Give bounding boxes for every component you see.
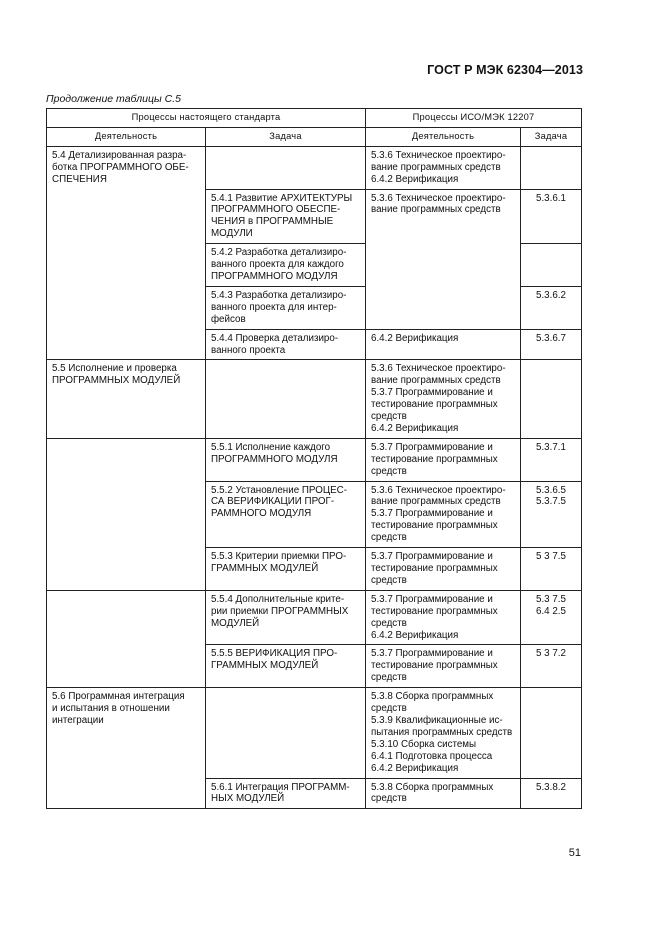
cell-text-line: 5 3 7.2 (536, 648, 566, 660)
cell-text-line: ПРОГРАММНОГО МОДУЛЯ (211, 453, 338, 465)
iso-activity-cell (366, 189, 521, 329)
cell-text-line: средств (371, 617, 407, 629)
iso-task-cell (521, 590, 582, 645)
page-number: 51 (568, 847, 581, 859)
cell-text-line: 5.6.1 Интеграция ПРОГРАММ- (211, 781, 350, 793)
task-cell (206, 778, 366, 809)
iso-task-cell (521, 146, 582, 189)
cell-text-line: НЫХ МОДУЛЕЙ (211, 793, 285, 805)
cell-text-line: 5.3.7 Программирование и (371, 508, 493, 520)
cell-text-line: 5.4.1 Развитие АРХИТЕКТУРЫ (211, 192, 353, 204)
iso-activity-cell (366, 438, 521, 481)
document-code: ГОСТ Р МЭК 62304—2013 (427, 63, 583, 77)
task-cell (206, 590, 366, 645)
cell-text-line: ЧЕНИЯ в ПРОГРАММНЫЕ (211, 216, 334, 228)
iso-task-cell (521, 329, 582, 360)
iso-activity-cell (366, 778, 521, 809)
cell-text-line: 5.3.7 Программирование и (371, 387, 493, 399)
cell-text-line: ПРОГРАММНОГО ОБЕСПЕ- (211, 204, 341, 216)
cell-text-line: 5.3.7 Программирование и (371, 648, 493, 660)
cell-text-line: 5.5.1 Исполнение каждого (211, 441, 331, 453)
cell-text-line: 5.3 7.5 (536, 593, 566, 605)
cell-text-line: 5.4 Детализированная разра- (52, 149, 187, 161)
iso-task-cell (521, 548, 582, 591)
cell-text-line: 5.4.4 Проверка детализиро- (211, 332, 339, 344)
header-activity: Деятельность (47, 127, 206, 146)
task-cell (206, 360, 366, 438)
cell-text-line: 5.3.6.7 (536, 332, 566, 344)
iso-task-cell (521, 189, 582, 244)
cell-text-line: МОДУЛЕЙ (211, 617, 260, 629)
task-cell (206, 688, 366, 778)
cell-text-line: 6.4.1 Подготовка процесса (371, 750, 493, 762)
cell-text-line: 5.3.6 Техническое проектиро- (371, 484, 506, 496)
cell-text-line: средств (371, 532, 407, 544)
cell-text-line: средств (371, 793, 407, 805)
iso-activity-cell (366, 645, 521, 688)
table-caption: Продолжение таблицы С.5 (46, 93, 181, 105)
cell-text-line: 5.3.7 Программирование и (371, 593, 493, 605)
iso-activity-cell (366, 481, 521, 548)
iso-task-cell (521, 778, 582, 809)
header-iso-activity: Деятельность (366, 127, 521, 146)
cell-text-line: СПЕЧЕНИЯ (52, 173, 107, 185)
cell-text-line: 5.5 Исполнение и проверка (52, 363, 177, 375)
cell-text-line: 6.4.2 Верификация (371, 332, 459, 344)
cell-text-line: 6.4.2 Верификация (371, 629, 459, 641)
cell-text-line: средств (371, 411, 407, 423)
cell-text-line: средств (371, 465, 407, 477)
group-header-row (47, 109, 582, 128)
iso-activity-cell (366, 329, 521, 360)
iso-task-cell (521, 688, 582, 778)
cell-text-line: вание программных средств (371, 204, 501, 216)
cell-text-line: 5.5.3 Критерии приемки ПРО- (211, 551, 347, 563)
cell-text-line: 5.3.10 Сборка системы (371, 738, 477, 750)
cell-text-line: фейсов (211, 313, 246, 325)
cell-text-line: 5.4.2 Разработка детализиро- (211, 247, 347, 259)
iso-task-cell (521, 244, 582, 287)
cell-text-line: 5 3 7.5 (536, 551, 566, 563)
task-cell (206, 645, 366, 688)
cell-text-line: ванного проекта для каждого (211, 259, 344, 271)
task-cell (206, 548, 366, 591)
cell-text-line: ванного проекта для интер- (211, 301, 337, 313)
cell-text-line: 5.3.7.5 (536, 496, 566, 508)
cell-text-line: ванного проекта (211, 344, 286, 356)
cell-text-line: вание программных средств (371, 496, 501, 508)
iso-activity-cell (366, 688, 521, 778)
cell-text-line: 5.3.8 Сборка программных (371, 781, 494, 793)
cell-text-line: вание программных средств (371, 161, 501, 173)
cell-text-line: и испытания в отношении (52, 703, 170, 715)
cell-text-line: 6.4.2 Верификация (371, 173, 459, 185)
table-row (47, 146, 582, 189)
table-row (47, 688, 582, 778)
cell-text-line: интеграции (52, 714, 104, 726)
cell-text-line: тестирование программных (371, 563, 498, 574)
cell-text-line: 5.3.6 Техническое проектиро- (371, 192, 506, 204)
cell-text-line: СА ВЕРИФИКАЦИИ ПРОГ- (211, 496, 335, 508)
task-cell (206, 244, 366, 287)
cell-text-line: 5.3.6.2 (536, 289, 566, 301)
cell-text-line: средств (371, 703, 407, 715)
iso-task-cell (521, 481, 582, 548)
cell-text-line: 5.5.5 ВЕРИФИКАЦИЯ ПРО- (211, 648, 338, 660)
iso-activity-cell (366, 146, 521, 189)
cell-text-line: 5.3.9 Квалификационные ис- (371, 714, 503, 726)
cell-text-line: ПРОГРАММНЫХ МОДУЛЕЙ (52, 375, 181, 387)
cell-text-line: 5.3.7.1 (536, 441, 566, 453)
iso-task-cell (521, 645, 582, 688)
activity-cell (47, 360, 206, 438)
activity-cell (47, 146, 206, 360)
task-cell (206, 146, 366, 189)
activity-cell-empty (47, 590, 206, 687)
header-task: Задача (206, 127, 366, 146)
cell-text-line: ГРАММНЫХ МОДУЛЕЙ (211, 660, 319, 672)
cell-text-line: РАММНОГО МОДУЛЯ (211, 508, 312, 520)
cell-text-line: 5.3.8 Сборка программных (371, 691, 494, 703)
cell-text-line: 5.3.6 Техническое проектиро- (371, 149, 506, 161)
task-cell (206, 189, 366, 244)
cell-text-line: тестирование программных (371, 660, 498, 672)
cell-text-line: 5.3.6.1 (536, 192, 566, 204)
iso-activity-cell (366, 590, 521, 645)
sub-header-row (47, 127, 582, 146)
task-cell (206, 329, 366, 360)
cell-text-line: средств (371, 574, 407, 586)
cell-text-line: пытания программных средств (371, 726, 513, 738)
table-row (47, 590, 582, 645)
cell-text-line: МОДУЛИ (211, 228, 253, 240)
table-row (47, 438, 582, 481)
activity-cell-empty (47, 438, 206, 590)
iso-activity-cell (366, 548, 521, 591)
cell-text-line: средств (371, 672, 407, 684)
task-cell (206, 286, 366, 329)
cell-text-line: 5.3.6 Техническое проектиро- (371, 363, 506, 375)
header-iso-task: Задача (521, 127, 582, 146)
cell-text-line: тестирование программных (371, 520, 498, 532)
cell-text-line: тестирование программных (371, 453, 498, 465)
cell-text-line: 5.5.4 Дополнительные крите- (211, 593, 345, 605)
table-row (47, 360, 582, 438)
cell-text-line: 6.4 2.5 (536, 605, 566, 617)
task-cell (206, 438, 366, 481)
iso-task-cell (521, 286, 582, 329)
activity-cell (47, 688, 206, 809)
cell-text-line: 5.3.7 Программирование и (371, 441, 493, 453)
correspondence-table (46, 108, 582, 809)
iso-task-cell (521, 360, 582, 438)
cell-text-line: 5.4.3 Разработка детализиро- (211, 289, 347, 301)
cell-text-line: 5.6 Программная интеграция (52, 691, 185, 703)
cell-text-line: 5.5.2 Установление ПРОЦЕС- (211, 484, 347, 496)
cell-text-line: 5.3.6.5 (536, 484, 566, 496)
cell-text-line: ПРОГРАММНОГО МОДУЛЯ (211, 270, 338, 282)
header-iso-12207: Процессы ИСО/МЭК 12207 (366, 109, 582, 128)
cell-text-line: 5.3.7 Программирование и (371, 551, 493, 563)
cell-text-line: 5.3.8.2 (536, 781, 566, 793)
cell-text-line: вание программных средств (371, 375, 501, 387)
cell-text-line: тестирование программных (371, 605, 498, 617)
cell-text-line: ботка ПРОГРАММНОГО ОБЕ- (52, 161, 189, 173)
iso-task-cell (521, 438, 582, 481)
task-cell (206, 481, 366, 548)
header-this-standard: Процессы настоящего стандарта (47, 109, 366, 128)
iso-activity-cell (366, 360, 521, 438)
cell-text-line: 6.4.2 Верификация (371, 422, 459, 434)
cell-text-line: ГРАММНЫХ МОДУЛЕЙ (211, 563, 319, 574)
cell-text-line: рии приемки ПРОГРАММНЫХ (211, 605, 349, 617)
cell-text-line: 6.4.2 Верификация (371, 762, 459, 774)
cell-text-line: тестирование программных (371, 399, 498, 411)
